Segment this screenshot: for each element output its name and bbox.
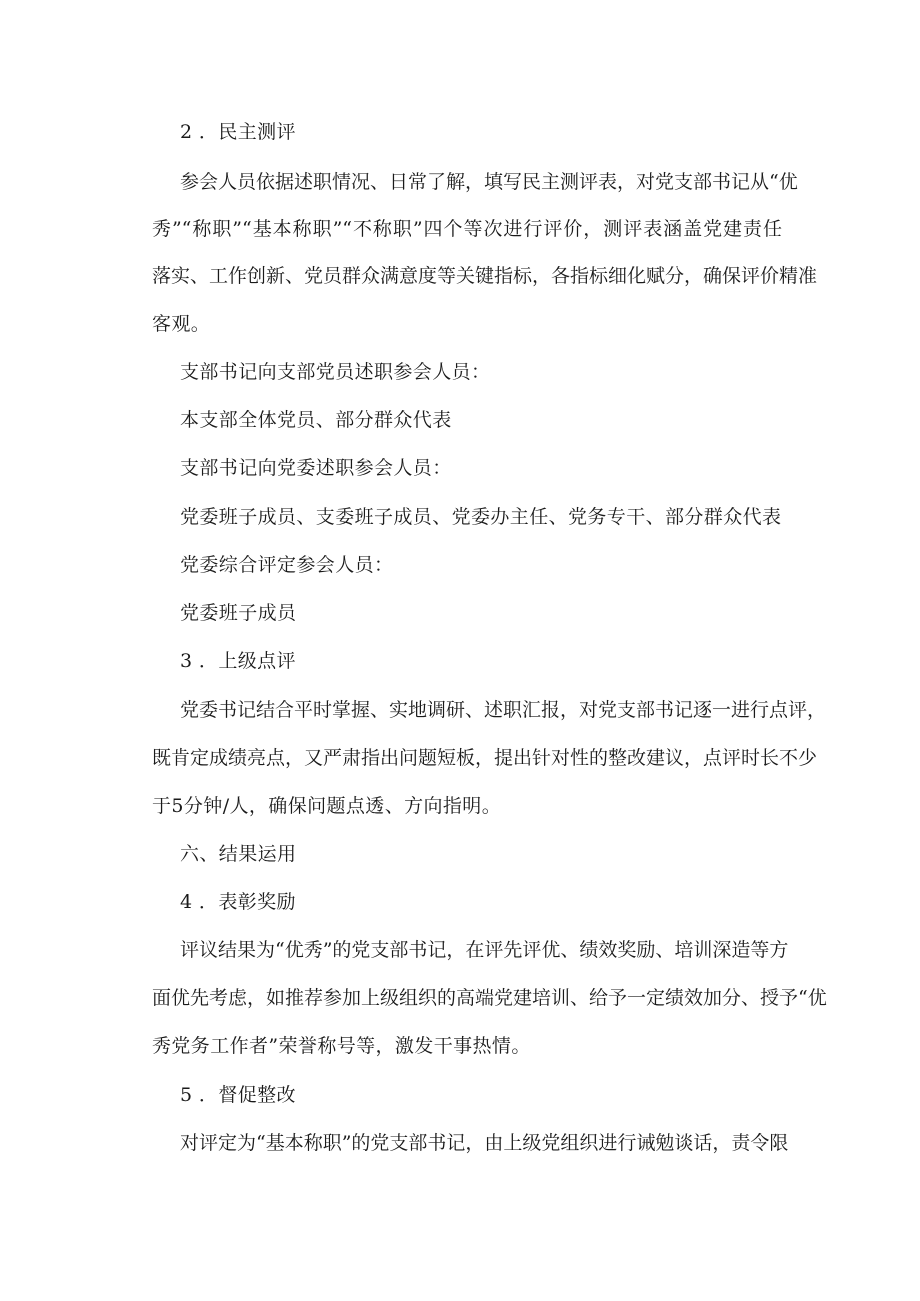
paragraph-line: 党委综合评定参会人员： [180, 554, 394, 576]
section-heading-rectification: 5 ．督促整改 [180, 1084, 296, 1106]
section-heading-commendation: 4 ．表彰奖励 [180, 891, 296, 913]
paragraph-line: 面优先考虑，如推荐参加上级组织的高端党建培训、给予一定绩效加分、授予“优 [152, 987, 827, 1009]
paragraph-line: 党委书记结合平时掌握、实地调研、述职汇报，对党支部书记逐一进行点评， [180, 699, 827, 721]
paragraph-line: 客观。 [152, 313, 211, 335]
paragraph-line: 支部书记向党委述职参会人员： [180, 457, 452, 479]
paragraph-line: 对评定为“基本称职”的党支部书记，由上级党组织进行诫勉谈话，责令限 [180, 1132, 789, 1154]
paragraph-line: 既肯定成绩亮点，又严肃指出问题短板，提出针对性的整改建议，点评时长不少 [152, 747, 818, 769]
paragraph-line: 秀党务工作者”荣誉称号等，激发干事热情。 [152, 1035, 531, 1057]
paragraph-line: 参会人员依据述职情况、日常了解，填写民主测评表，对党支部书记从“优 [180, 171, 798, 193]
paragraph-line: 党委班子成员 [180, 602, 297, 624]
paragraph-line: 本支部全体党员、部分群众代表 [180, 409, 452, 431]
paragraph-line: 党委班子成员、支委班子成员、党委办主任、党务专干、部分群众代表 [180, 506, 782, 528]
section-heading-result-application: 六、结果运用 [180, 843, 297, 865]
section-heading-democratic-evaluation: 2 ．民主测评 [180, 121, 296, 143]
paragraph-line: 落实、工作创新、党员群众满意度等关键指标，各指标细化赋分，确保评价精准 [152, 265, 818, 287]
paragraph-line: 评议结果为“优秀”的党支部书记，在评先评优、绩效奖励、培训深造等方 [180, 939, 789, 961]
paragraph-line: 秀”“称职”“基本称职”“不称职”四个等次进行评价，测评表涵盖党建责任 [152, 218, 782, 240]
paragraph-line: 于5分钟/人，确保问题点透、方向指明。 [152, 795, 502, 817]
paragraph-line: 支部书记向支部党员述职参会人员： [180, 361, 491, 383]
section-heading-superior-review: 3 ．上级点评 [180, 650, 296, 672]
